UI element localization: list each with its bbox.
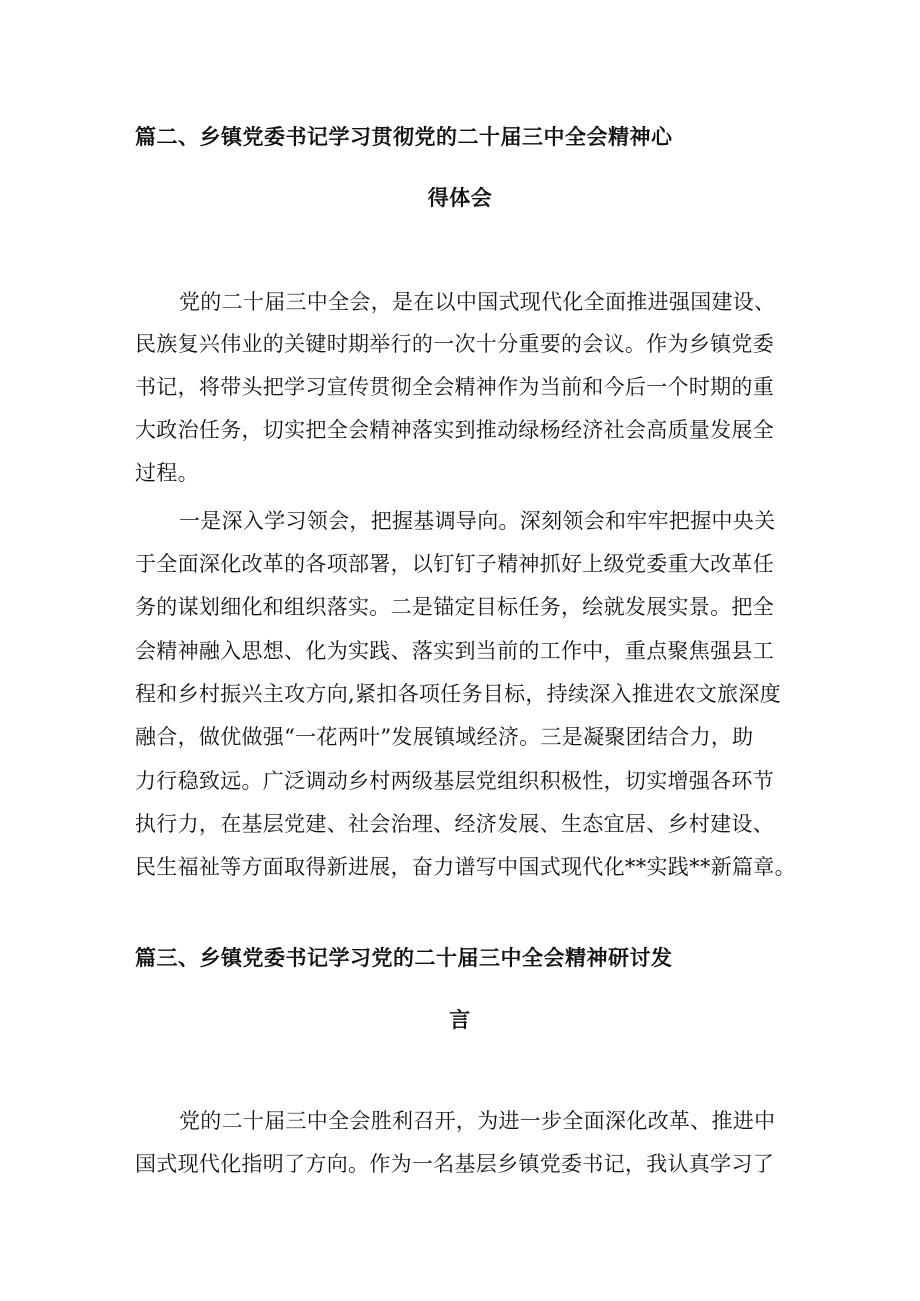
section-3-heading-line-2: 言 [449, 1008, 471, 1032]
paragraph-line: 大政治任务，切实把全会精神落实到推动绿杨经济社会高质量发展全 [135, 418, 774, 442]
paragraph-line: 执行力，在基层党建、社会治理、经济发展、生态宜居、乡村建设、 [135, 812, 774, 836]
paragraph-line: 务的谋划细化和组织落实。二是锚定目标任务，绘就发展实景。把全 [135, 595, 774, 619]
paragraph-line: 过程。 [135, 461, 199, 485]
paragraph-line: 于全面深化改革的各项部署，以钉钉子精神抓好上级党委重大改革任 [135, 552, 774, 576]
paragraph-line: 一是深入学习领会，把握基调导向。深刻领会和牢牢把握中央关 [179, 509, 776, 533]
paragraph-line: 民生福祉等方面取得新进展，奋力谱写中国式现代化**实践**新篇章。 [135, 855, 796, 879]
paragraph-line: 国式现代化指明了方向。作为一名基层乡镇党委书记，我认真学习了 [135, 1152, 774, 1176]
paragraph-line: 书记，将带头把学习宣传贯彻全会精神作为当前和今后一个时期的重 [135, 375, 774, 399]
paragraph-line: 程和乡村振兴主攻方向,紧扣各项任务目标，持续深入推进农文旅深度 [135, 682, 781, 706]
paragraph-line: 民族复兴伟业的关键时期举行的一次十分重要的会议。作为乡镇党委 [135, 332, 774, 356]
paragraph-line: 会精神融入思想、化为实践、落实到当前的工作中，重点聚焦强县工 [135, 639, 774, 663]
paragraph-line: 融合，做优做强“一花两叶”发展镇域经济。三是凝聚团结合力，助 [135, 725, 754, 749]
paragraph-line: 力行稳致远。广泛调动乡村两级基层党组织积极性，切实增强各环节 [135, 769, 774, 793]
paragraph-line: 党的二十届三中全会，是在以中国式现代化全面推进强国建设、 [179, 290, 776, 314]
section-3-heading-line-1: 篇三、乡镇党委书记学习党的二十届三中全会精神研讨发 [135, 946, 673, 970]
section-2-heading-line-2: 得体会 [427, 186, 493, 210]
paragraph-line: 党的二十届三中全会胜利召开，为进一步全面深化改革、推进中 [179, 1109, 776, 1133]
section-2-heading-line-1: 篇二、乡镇党委书记学习贯彻党的二十届三中全会精神心 [135, 125, 673, 149]
